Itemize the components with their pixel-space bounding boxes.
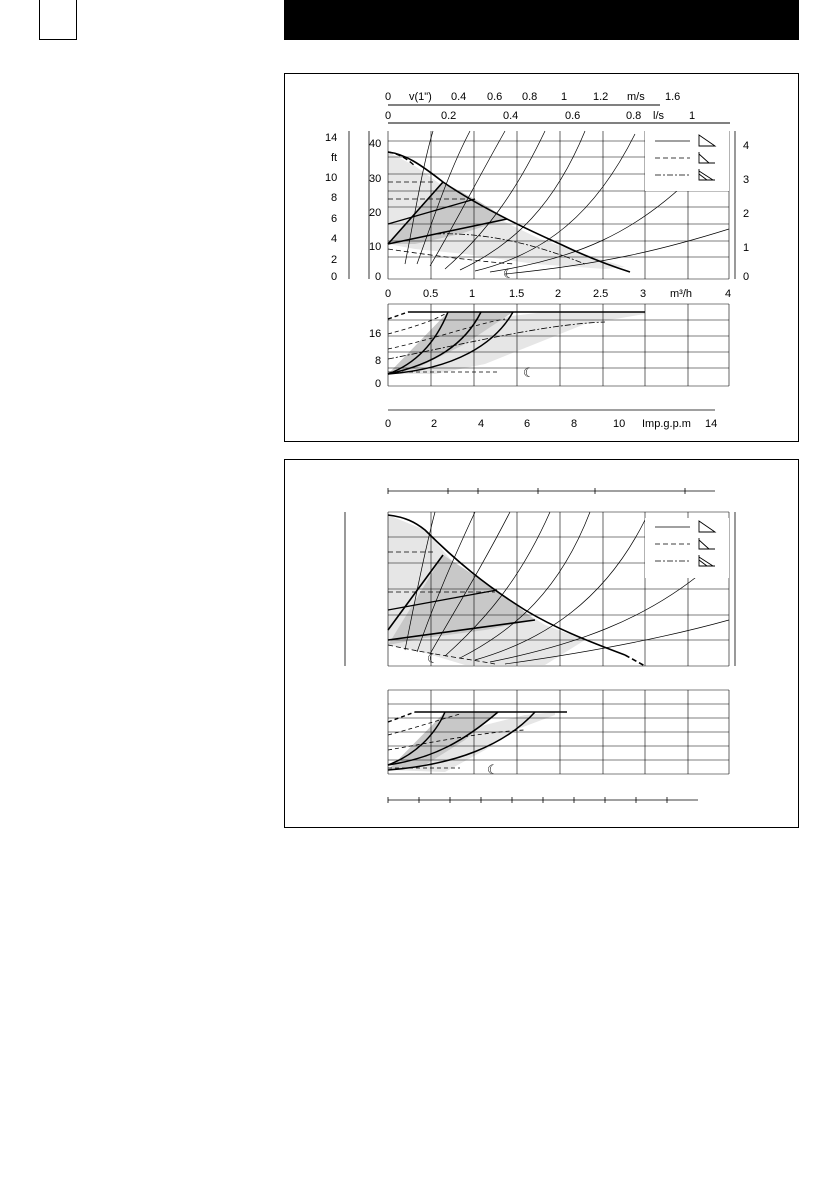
tick-label: 0.8 [522, 91, 538, 103]
tick-label: 2 [331, 254, 338, 266]
pump-curve-chart [285, 74, 800, 443]
tick-label: 1 [469, 288, 476, 300]
tick-label: 4 [743, 140, 750, 152]
tick-label: 1.5 [509, 288, 525, 300]
head-chart [388, 131, 729, 281]
power-chart [388, 304, 729, 386]
pump-curve-figure-bottom [284, 459, 799, 828]
ft-unit: ft [331, 152, 338, 164]
head-chart [388, 512, 729, 666]
tick-label: 0 [375, 271, 382, 283]
tick-label: 0.4 [503, 110, 519, 122]
gpm-unit: Imp.g.p.m [642, 418, 691, 430]
night-mode-icon: ☾ [487, 762, 499, 777]
tick-label: 0 [385, 288, 392, 300]
tick-label: 14 [705, 418, 718, 430]
tick-label: 0 [385, 110, 392, 122]
tick-label: 2 [743, 208, 750, 220]
flow-ls-unit: l/s [653, 110, 664, 122]
tick-label: 2.5 [593, 288, 609, 300]
tick-label: 0.8 [626, 110, 642, 122]
tick-label: 10 [369, 241, 382, 253]
tick-label: 6 [331, 213, 338, 225]
tick-label: 6 [524, 418, 531, 430]
power-chart [388, 690, 729, 777]
night-mode-icon: ☾ [427, 651, 439, 666]
night-mode-icon: ☾ [523, 365, 535, 380]
night-mode-icon: ☾ [503, 266, 515, 281]
pump-curve-figure-top [284, 73, 799, 442]
tick-label: 30 [369, 173, 382, 185]
tick-label: 1 [561, 91, 568, 103]
tick-label: 2 [555, 288, 562, 300]
tick-label: 1 [743, 242, 750, 254]
tick-label: 0 [385, 91, 392, 103]
tick-label: 3 [743, 174, 750, 186]
tick-label: 0.6 [487, 91, 503, 103]
tick-label: 0.5 [423, 288, 439, 300]
tick-label: 10 [613, 418, 626, 430]
tick-label: 16 [369, 328, 382, 340]
velocity-label: v(1") [409, 91, 432, 103]
header-bar [284, 0, 799, 40]
tick-label: 1.6 [665, 91, 681, 103]
tick-label: 8 [331, 192, 338, 204]
tick-label: 10 [325, 172, 338, 184]
tick-label: 4 [331, 233, 338, 245]
tick-label: 4 [725, 288, 732, 300]
flow-m3h-unit: m³/h [670, 288, 692, 300]
tick-label: 0 [743, 271, 750, 283]
tick-label: 8 [571, 418, 578, 430]
velocity-unit: m/s [627, 91, 645, 103]
tick-label: 1.2 [593, 91, 609, 103]
tick-label: 3 [640, 288, 647, 300]
tick-label: 0.2 [441, 110, 457, 122]
pump-curve-chart-unlabeled [285, 460, 800, 829]
tick-label: 40 [369, 138, 382, 150]
tick-label: 0 [331, 271, 338, 283]
tick-label: 1 [689, 110, 696, 122]
tick-label: 0 [385, 418, 392, 430]
tick-label: 0.4 [451, 91, 467, 103]
tick-label: 20 [369, 207, 382, 219]
tick-label: 0 [375, 378, 382, 390]
tick-label: 2 [431, 418, 438, 430]
tick-label: 14 [325, 132, 338, 144]
tick-label: 4 [478, 418, 485, 430]
tick-label: 8 [375, 355, 382, 367]
tick-label: 0.6 [565, 110, 581, 122]
page-tab [39, 0, 77, 40]
